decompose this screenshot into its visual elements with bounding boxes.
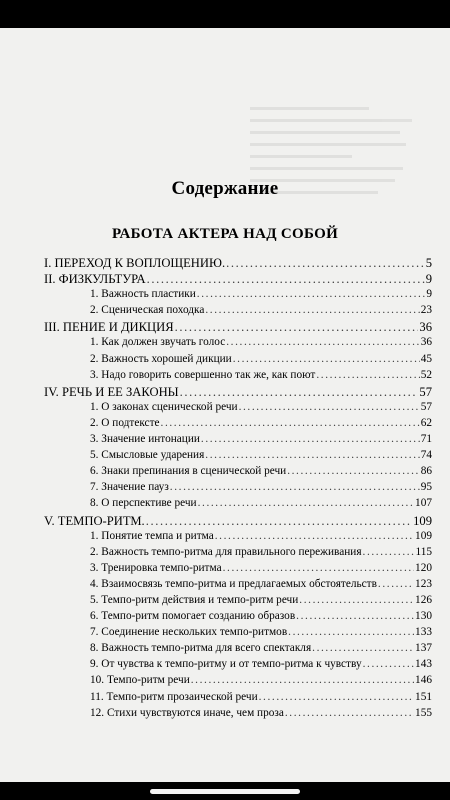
- toc-entry: [44, 401, 432, 417]
- toc-entry: [44, 433, 432, 449]
- dot-leader: [197, 288, 426, 300]
- dot-leader: [316, 369, 419, 381]
- toc-section: [44, 320, 432, 336]
- toc-entry-title: 2. Сценическая походка: [90, 304, 205, 317]
- toc-entry: [44, 578, 432, 594]
- toc-entry-title: 6. Темпо-ритм помогает созданию образов: [90, 610, 296, 623]
- toc-entry: [44, 304, 432, 320]
- table-of-contents: [44, 256, 432, 723]
- toc-page-number: 52: [420, 368, 432, 381]
- toc-page-number: 62: [420, 416, 432, 429]
- toc-entry: [44, 449, 432, 465]
- toc-entry-title: 3. Тренировка темпо-ритма: [90, 561, 222, 574]
- toc-page-number: 45: [420, 352, 432, 365]
- toc-entry-title: 7. Соединение нескольких темпо-ритмов: [90, 626, 288, 639]
- dot-leader: [312, 642, 414, 654]
- toc-page-number: 74: [420, 449, 432, 462]
- toc-page-number: 109: [415, 529, 432, 542]
- dot-leader: [363, 658, 414, 670]
- toc-page-number: 23: [420, 304, 432, 317]
- toc-entry: [44, 497, 432, 513]
- toc-page-number: 57: [419, 384, 432, 399]
- toc-entry: [44, 353, 432, 369]
- dot-leader: [226, 256, 425, 271]
- toc-entry: [44, 530, 432, 546]
- dot-leader: [233, 353, 420, 365]
- toc-entry-title: 9. От чувства к темпо-ритму и от темпо-ритма к чувству: [90, 658, 362, 671]
- dot-leader: [147, 272, 425, 287]
- dot-leader: [299, 594, 414, 606]
- toc-page-number: 155: [415, 706, 432, 719]
- dot-leader: [170, 481, 420, 493]
- dot-leader: [180, 385, 419, 400]
- toc-entry: [44, 658, 432, 674]
- toc-entry-title: 2. О подтексте: [90, 416, 160, 429]
- toc-entry-title: 4. Взаимосвязь темпо-ритма и предлагаемых обстоятельств: [90, 577, 377, 590]
- dot-leader: [205, 304, 419, 316]
- page-title: Содержание: [171, 178, 279, 199]
- toc-page-number: 95: [420, 481, 432, 494]
- toc-page-number: 36: [420, 336, 432, 349]
- toc-page-number: 120: [415, 561, 432, 574]
- status-bar: [0, 0, 450, 28]
- dot-leader: [215, 530, 414, 542]
- toc-entry: [44, 465, 432, 481]
- toc-entry: [44, 546, 432, 562]
- toc-entry-title: I. ПЕРЕХОД К ВОПЛОЩЕНИЮ.: [44, 256, 226, 270]
- dot-leader: [296, 610, 414, 622]
- toc-entry: [44, 594, 432, 610]
- toc-entry-title: IV. РЕЧЬ И ЕЕ ЗАКОНЫ: [44, 384, 179, 399]
- toc-page-number: 9: [426, 288, 432, 301]
- toc-entry: [44, 642, 432, 658]
- dot-leader: [285, 707, 414, 719]
- toc-entry-title: 8. О перспективе речи: [90, 497, 197, 510]
- toc-page-number: 133: [415, 626, 432, 639]
- toc-page-number: 151: [415, 690, 432, 703]
- dot-leader: [191, 674, 414, 686]
- toc-entry: [44, 626, 432, 642]
- dot-leader: [239, 401, 420, 413]
- toc-page-number: 130: [415, 610, 432, 623]
- toc-entry-title: 3. Надо говорить совершенно так же, как поют: [90, 368, 316, 381]
- toc-entry: [44, 336, 432, 352]
- toc-entry: [44, 707, 432, 723]
- dot-leader: [161, 417, 420, 429]
- toc-entry-title: 6. Знаки препинания в сценической речи: [90, 465, 287, 478]
- toc-page-number: 126: [415, 593, 432, 606]
- toc-entry-title: 7. Значение пауз: [90, 481, 169, 494]
- toc-entry-title: 8. Важность темпо-ритма для всего спектакля: [90, 642, 312, 655]
- dot-leader: [201, 433, 420, 445]
- dot-leader: [378, 578, 414, 590]
- toc-entry-title: 1. Понятие темпа и ритма: [90, 529, 214, 542]
- toc-entry-title: 10. Темпо-ритм речи: [90, 674, 190, 687]
- dot-leader: [205, 449, 419, 461]
- toc-page-number: 107: [415, 497, 432, 510]
- toc-entry: [44, 674, 432, 690]
- toc-entry-title: 1. Как должен звучать голос: [90, 336, 226, 349]
- toc-page-number: 71: [420, 433, 432, 446]
- dot-leader: [259, 691, 414, 703]
- toc-page-number: 137: [415, 642, 432, 655]
- dot-leader: [363, 546, 415, 558]
- toc-section: [44, 514, 432, 530]
- dot-leader: [226, 336, 419, 348]
- toc-entry: [44, 417, 432, 433]
- toc-page-number: 109: [413, 513, 432, 528]
- home-indicator[interactable]: [150, 789, 300, 794]
- toc-section: [44, 272, 432, 288]
- toc-entry: [44, 691, 432, 707]
- dot-leader: [175, 320, 419, 335]
- toc-entry-title: 12. Стихи чувствуются иначе, чем проза: [90, 706, 284, 719]
- toc-entry: [44, 288, 432, 304]
- toc-page-number: 86: [420, 465, 432, 478]
- toc-entry-title: 5. Смысловые ударения: [90, 449, 205, 462]
- toc-entry-title: II. ФИЗКУЛЬТУРА: [44, 272, 146, 287]
- toc-entry: [44, 369, 432, 385]
- toc-page-number: 146: [415, 674, 432, 687]
- toc-entry-title: 11. Темпо-ритм прозаической речи: [90, 690, 258, 703]
- toc-entry: [44, 562, 432, 578]
- toc-entry: [44, 610, 432, 626]
- toc-entry: [44, 481, 432, 497]
- toc-entry-title: 2. Важность хорошей дикции: [90, 352, 232, 365]
- toc-entry-title: 3. Значение интонации: [90, 433, 200, 446]
- dot-leader: [223, 562, 414, 574]
- toc-entry-title: 1. Важность пластики: [90, 288, 196, 301]
- toc-page-number: 143: [415, 658, 432, 671]
- toc-entry-title: 5. Темпо-ритм действия и темпо-ритм речи: [90, 593, 299, 606]
- toc-page-number: 57: [420, 400, 432, 413]
- toc-entry-title: III. ПЕНИЕ И ДИКЦИЯ: [44, 320, 174, 335]
- dot-leader: [287, 465, 420, 477]
- dot-leader: [288, 626, 414, 638]
- toc-page-number: 36: [419, 320, 432, 335]
- toc-section: [44, 256, 432, 272]
- toc-section: [44, 385, 432, 401]
- page-subtitle: РАБОТА АКТЕРА НАД СОБОЙ: [111, 226, 339, 242]
- toc-entry-title: V. ТЕМПО-РИТМ.: [44, 513, 145, 528]
- toc-entry-title: 2. Важность темпо-ритма для правильного переживания: [90, 545, 362, 558]
- toc-entry-title: 1. О законах сценической речи: [90, 400, 238, 413]
- toc-page-number: 123: [415, 577, 432, 590]
- toc-page-number: 115: [415, 545, 432, 558]
- toc-page-number: 5: [425, 256, 432, 270]
- bleed-through-text: [250, 98, 420, 238]
- toc-page-number: 9: [425, 272, 432, 287]
- dot-leader: [198, 497, 414, 509]
- dot-leader: [146, 514, 412, 529]
